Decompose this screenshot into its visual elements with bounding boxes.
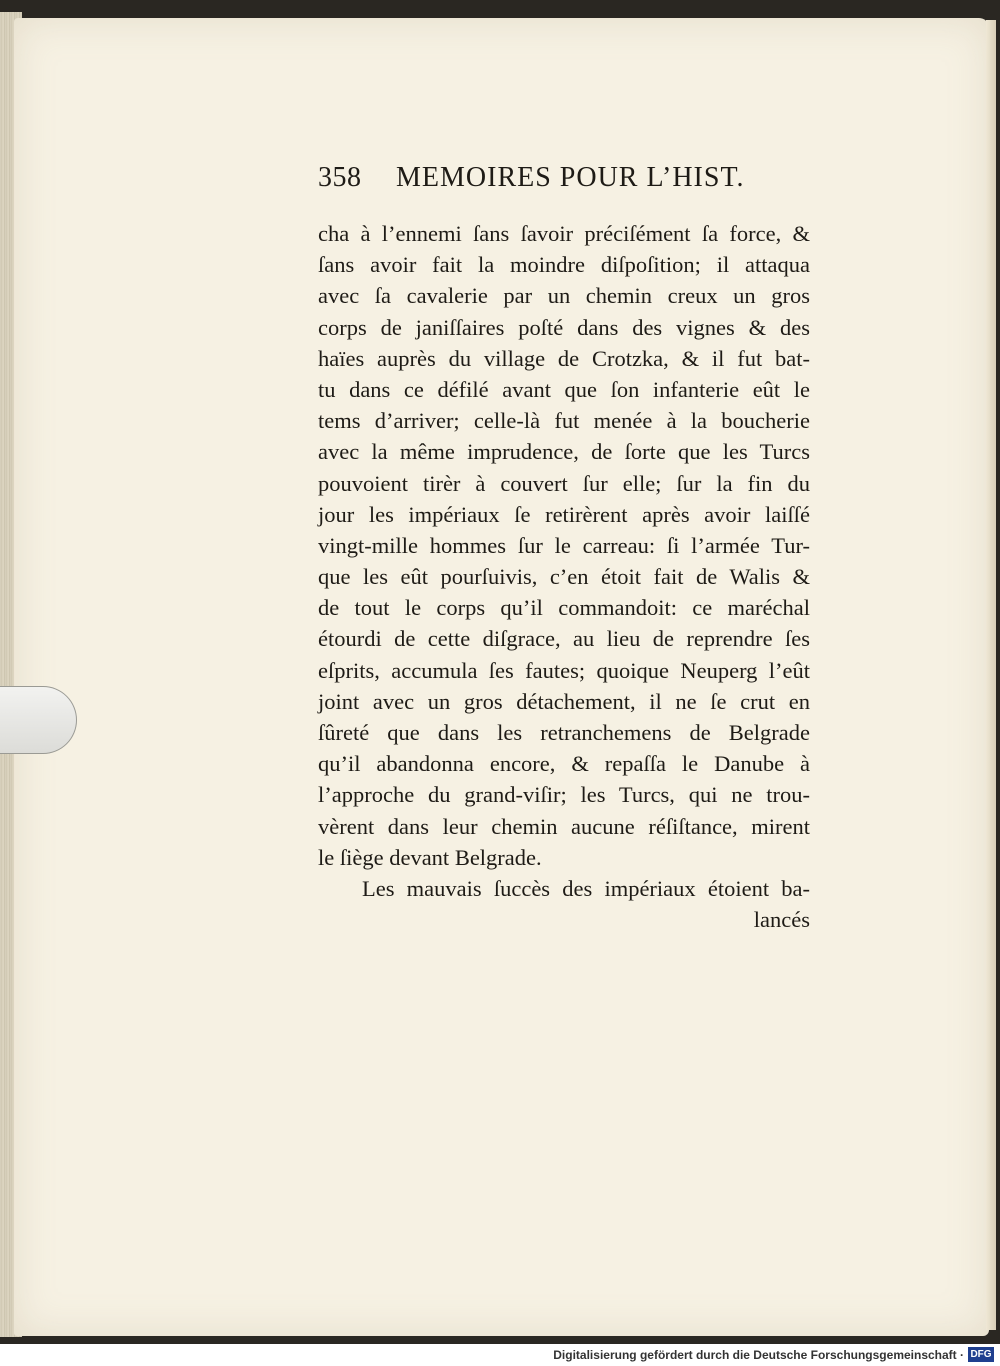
digitization-credit: Digitalisierung gefördert durch die Deutsche Forschungsgemeinschaft · — [553, 1348, 964, 1362]
text-line: étourdi de cette diſgrace, au lieu de reprendre ſes — [318, 626, 810, 652]
running-header — [318, 162, 818, 202]
text-line: jour les impériaux ſe retirèrent après avoir laiſſé — [318, 501, 810, 527]
catchword: lancés — [753, 907, 810, 933]
text-line: vèrent dans leur chemin aucune réſiſtance, mirent — [318, 813, 810, 839]
text-line: joint avec un gros détachement, il ne ſe crut en — [318, 688, 810, 714]
text-line: de tout le corps qu’il commandoit: ce maréchal — [318, 595, 810, 621]
text-line-paragraph-end: le ſiège devant Belgrade. — [318, 844, 542, 870]
text-line: ſans avoir fait la moindre diſpoſition; il attaqua — [318, 252, 810, 278]
text-line: l’approche du grand-viſir; les Turcs, qui ne trou- — [318, 782, 810, 808]
page-right-edge — [986, 20, 996, 1330]
text-line: tu dans ce défilé avant que ſon infanterie eût le — [318, 376, 810, 402]
page-marker-strip — [0, 686, 77, 754]
page-number: 358 — [318, 162, 362, 193]
text-line: haïes auprès du village de Crotzka, & il fut bat- — [318, 345, 810, 371]
text-line: eſprits, accumula ſes fautes; quoique Neuperg l’eût — [318, 657, 810, 683]
text-line: qu’il abandonna encore, & repaſſa le Danube à — [318, 751, 810, 777]
body-text — [318, 218, 810, 935]
text-line: avec ſa cavalerie par un chemin creux un gros — [318, 283, 810, 309]
text-line: corps de janiſſaires poſté dans des vignes & des — [318, 314, 810, 340]
text-line: avec la même imprudence, de ſorte que les Turcs — [318, 439, 810, 465]
running-title: MEMOIRES POUR L’HIST. — [396, 162, 745, 193]
text-line: tems d’arriver; celle-là fut menée à la boucherie — [318, 408, 810, 434]
text-line: pouvoient tirèr à couvert ſur elle; ſur la fin du — [318, 470, 810, 496]
text-line: ſûreté que dans les retranchemens de Belgrade — [318, 720, 810, 745]
text-line: vingt-mille hommes ſur le carreau: ſi l’armée Tur- — [318, 532, 810, 558]
dfg-logo: DFG — [968, 1347, 994, 1362]
text-line: que les eût pourſuivis, c’en étoit fait de Walis & — [318, 564, 810, 590]
text-line: cha à l’ennemi ſans ſavoir préciſément ſa force, & — [318, 221, 810, 246]
text-line-paragraph-start: Les mauvais ſuccès des impériaux étoient ba- — [362, 875, 810, 901]
